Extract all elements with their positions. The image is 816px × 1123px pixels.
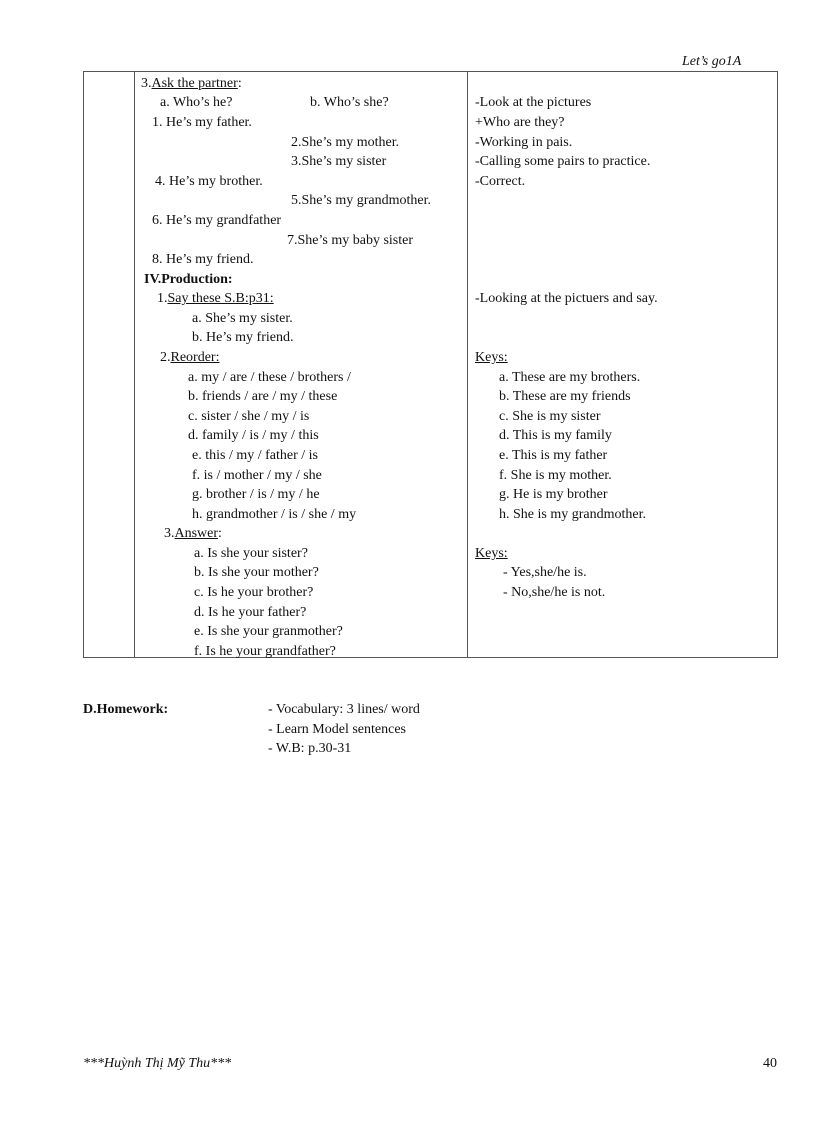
answer-line: a. Is she your sister? [194, 546, 308, 561]
say-these-heading: 1.Say these S.B:p31: [157, 291, 274, 306]
ask-line: 7.She’s my baby sister [287, 233, 413, 248]
looking-line: -Looking at the pictuers and say. [475, 291, 658, 306]
answer-line: b. Is she your mother? [194, 565, 319, 580]
key-line: e. This is my father [499, 448, 608, 463]
answer-line: f. Is he your grandfather? [194, 644, 336, 659]
lesson-table [83, 71, 778, 658]
keys-heading: Keys: [475, 546, 508, 561]
homework-item: - Learn Model sentences [268, 722, 406, 737]
ask-line: 4. He’s my brother. [155, 174, 263, 189]
answer-heading: 3.Answer: [164, 526, 222, 541]
question-b: b. Who’s she? [310, 95, 389, 110]
page-number: 40 [763, 1056, 777, 1071]
reorder-heading: 2.Reorder: [160, 350, 220, 365]
key-answer-line: - No,she/he is not. [503, 585, 606, 600]
reorder-line: f. is / mother / my / she [192, 468, 322, 483]
homework-label: D.Homework: [83, 702, 169, 717]
running-header: Let’s go1A [682, 54, 742, 69]
homework-item: - Vocabulary: 3 lines/ word [268, 702, 420, 717]
reorder-line: e. this / my / father / is [192, 448, 318, 463]
keys-heading: Keys: [475, 350, 508, 365]
ask-line: 1. He’s my father. [152, 115, 252, 130]
key-line: c. She is my sister [499, 409, 601, 424]
production-heading: IV.Production: [144, 272, 233, 287]
ask-line: 6. He’s my grandfather [152, 213, 282, 228]
activity-line: +Who are they? [475, 115, 565, 130]
activity-line: -Look at the pictures [475, 95, 592, 110]
ask-partner-heading: 3.Ask the partner: [141, 76, 242, 91]
homework-item: - W.B: p.30-31 [268, 741, 352, 756]
question-a: a. Who’s he? [160, 95, 233, 110]
ask-line: 2.She’s my mother. [291, 135, 400, 150]
key-answer-line: - Yes,she/he is. [503, 565, 587, 580]
reorder-line: d. family / is / my / this [188, 428, 319, 443]
answer-line: c. Is he your brother? [194, 585, 314, 600]
key-line: h. She is my grandmother. [499, 507, 646, 522]
answer-line: e. Is she your granmother? [194, 624, 343, 639]
answer-line: d. Is he your father? [194, 605, 307, 620]
say-line: a. She’s my sister. [192, 311, 293, 326]
ask-line: 5.She’s my grandmother. [291, 193, 431, 208]
reorder-line: a. my / are / these / brothers / [188, 370, 351, 385]
column-divider-2 [467, 72, 468, 657]
footer-author: ***Huỳnh Thị Mỹ Thu*** [83, 1056, 232, 1071]
activity-line: -Working in pais. [475, 135, 573, 150]
ask-line: 8. He’s my friend. [152, 252, 254, 267]
column-divider-1 [134, 72, 135, 657]
key-line: a. These are my brothers. [499, 370, 641, 385]
key-line: d. This is my family [499, 428, 612, 443]
key-line: f. She is my mother. [499, 468, 612, 483]
activity-line: -Calling some pairs to practice. [475, 154, 651, 169]
reorder-line: g. brother / is / my / he [192, 487, 320, 502]
reorder-line: c. sister / she / my / is [188, 409, 310, 424]
reorder-line: b. friends / are / my / these [188, 389, 338, 404]
ask-line: 3.She’s my sister [291, 154, 387, 169]
say-line: b. He’s my friend. [192, 330, 294, 345]
activity-line: -Correct. [475, 174, 526, 189]
reorder-line: h. grandmother / is / she / my [192, 507, 357, 522]
key-line: b. These are my friends [499, 389, 631, 404]
key-line: g. He is my brother [499, 487, 608, 502]
